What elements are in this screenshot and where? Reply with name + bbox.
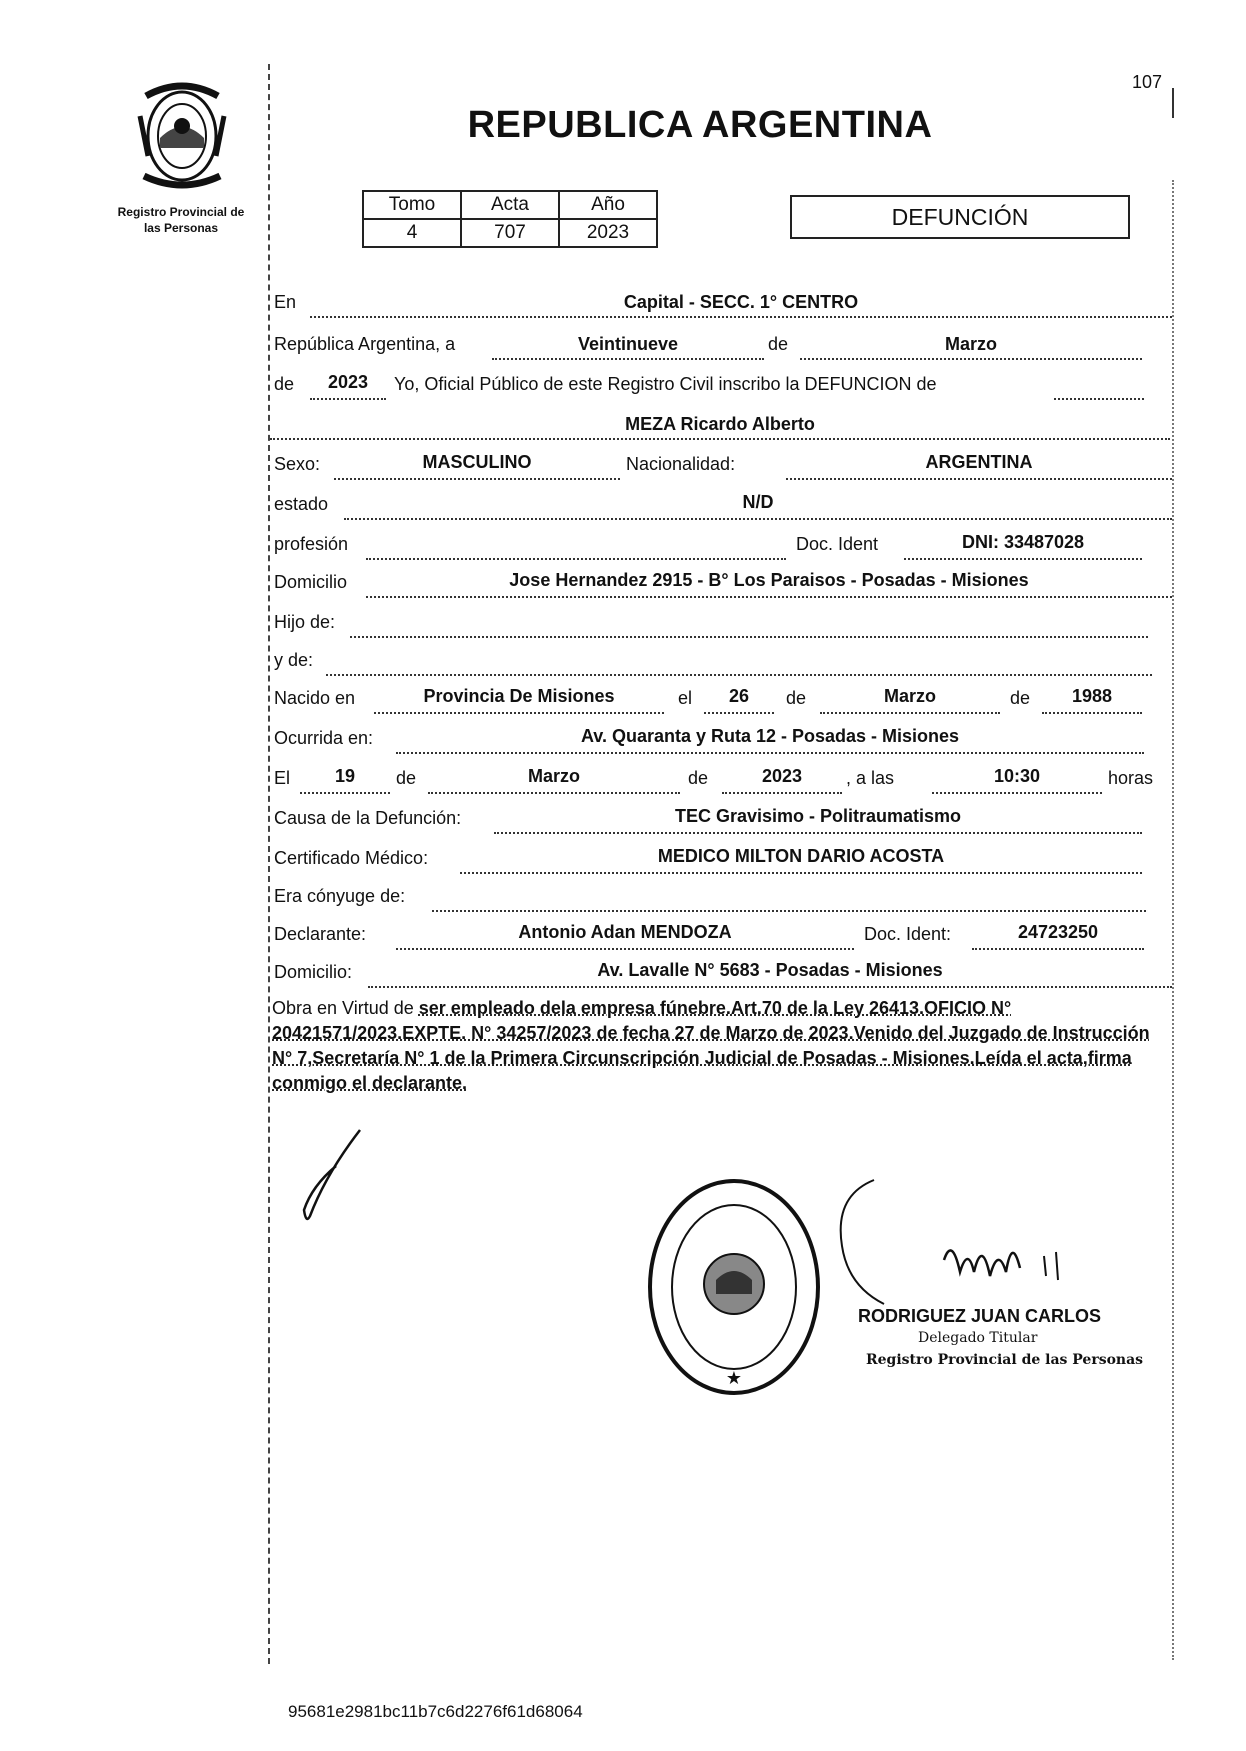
label-en: En [274, 292, 297, 312]
value-certificado: MEDICO MILTON DARIO ACOSTA [657, 846, 945, 866]
label-ocurrida-en: Ocurrida en: [274, 728, 374, 748]
label-estado: estado [274, 494, 329, 514]
label-de: de [274, 374, 295, 394]
dotted-line [396, 752, 1144, 754]
dotted-line [310, 398, 386, 400]
label-el: el [678, 688, 693, 708]
official-signature [834, 1176, 1114, 1326]
dotted-line [786, 478, 1172, 480]
dotted-line [904, 558, 1142, 560]
value-nac-mes: Marzo [883, 686, 936, 706]
obra-text: ser empleado dela empresa fúnebre.Art.70 de la Ley 26413.OFICIO N° 20421571/2023.EXPTE. N° 34257/2023 de fecha 27 de Marzo de 2023.Venido del Juzgado de Instrucción N° 7,Secretaría N° 1 de la Primera Circunscripción Judicial de Posadas - Misiones.Leída el acta,firma conmigo el declarante. [272, 998, 1150, 1093]
value-dia: Veintinueve [577, 334, 679, 354]
value-mes: Marzo [944, 334, 997, 354]
value-def-dia: 19 [334, 766, 356, 786]
value-nac-dia: 26 [728, 686, 750, 706]
dotted-line [820, 712, 1000, 714]
dotted-line [460, 872, 1142, 874]
dotted-line [396, 948, 854, 950]
dotted-line [334, 478, 620, 480]
obra-prefix: Obra en Virtud de [272, 998, 414, 1018]
dotted-line [972, 948, 1144, 950]
registry-name: Registro Provincial de las Personas [117, 205, 245, 235]
value-declarante-doc: 24723250 [1017, 922, 1099, 942]
obra-paragraph [272, 996, 1170, 1096]
label-a-las: , a las [846, 768, 895, 788]
label-el-fecha: El [274, 768, 291, 788]
dotted-line [300, 792, 390, 794]
coat-of-arms-icon [126, 76, 238, 190]
dotted-line [722, 792, 842, 794]
label-doc-ident: Doc. Ident [796, 534, 879, 554]
label-de: de [688, 768, 709, 788]
dotted-line [326, 674, 1152, 676]
dotted-line [492, 358, 764, 360]
record-tomo: 4 [363, 219, 461, 247]
record-header-tomo: Tomo [363, 191, 461, 219]
value-domicilio: Jose Hernandez 2915 - B° Los Paraisos - Posadas - Misiones [509, 570, 1029, 590]
dotted-line [932, 792, 1102, 794]
signatory-role: Delegado Titular [918, 1330, 1038, 1346]
record-anio: 2023 [559, 219, 657, 247]
dotted-line [704, 712, 774, 714]
label-doc-ident-declarante: Doc. Ident: [864, 924, 952, 944]
value-declarante: Antonio Adan MENDOZA [518, 922, 732, 942]
label-profesion: profesión [274, 534, 349, 554]
label-domicilio: Domicilio [274, 572, 348, 592]
label-domicilio-declarante: Domicilio: [274, 962, 353, 982]
value-nacionalidad: ARGENTINA [925, 452, 1033, 472]
value-nac-anio: 1988 [1071, 686, 1113, 706]
dotted-line [350, 636, 1148, 638]
dotted-line [270, 438, 1170, 440]
record-header-acta: Acta [461, 191, 559, 219]
dotted-line [310, 316, 1172, 318]
value-def-anio: 2023 [761, 766, 803, 786]
label-causa: Causa de la Defunción: [274, 808, 462, 828]
dotted-line [432, 910, 1146, 912]
label-sexo: Sexo: [274, 454, 321, 474]
dotted-line [366, 558, 786, 560]
value-ocurrida-en: Av. Quaranta y Ruta 12 - Posadas - Misiones [580, 726, 960, 746]
label-de: de [396, 768, 417, 788]
label-intro: Yo, Oficial Público de este Registro Civil inscribo la DEFUNCION de [394, 374, 937, 394]
record-header-anio: Año [559, 191, 657, 219]
label-nacido-en: Nacido en [274, 688, 356, 708]
label-republica: República Argentina, a [274, 334, 456, 354]
value-nacido-en: Provincia De Misiones [423, 686, 615, 706]
svg-text:★: ★ [725, 1368, 743, 1389]
record-acta: 707 [461, 219, 559, 247]
dotted-line [368, 986, 1172, 988]
label-y-de: y de: [274, 650, 314, 670]
label-declarante: Declarante: [274, 924, 367, 944]
dotted-line [428, 792, 680, 794]
dotted-line [800, 358, 1142, 360]
registry-logo [126, 76, 238, 190]
label-horas: horas [1108, 768, 1154, 788]
label-nacionalidad: Nacionalidad: [626, 454, 736, 474]
official-stamp [646, 1176, 822, 1398]
label-de: de [768, 334, 789, 354]
record-type-box: DEFUNCIÓN [790, 195, 1130, 239]
value-hora: 10:30 [993, 766, 1041, 786]
label-de: de [786, 688, 807, 708]
dotted-line [1054, 398, 1144, 400]
label-conyuge: Era cónyuge de: [274, 886, 406, 906]
value-declarante-dom: Av. Lavalle N° 5683 - Posadas - Misiones [597, 960, 943, 980]
record-table [362, 190, 658, 248]
label-hijo-de: Hijo de: [274, 612, 336, 632]
value-anio: 2023 [327, 372, 369, 392]
value-def-mes: Marzo [527, 766, 580, 786]
dotted-line [344, 518, 1172, 520]
value-dni: DNI: 33487028 [961, 532, 1085, 552]
signatory-office: Registro Provincial de las Personas [866, 1352, 1144, 1368]
document-hash: 95681e2981bc11b7c6d2276f61d68064 [288, 1702, 583, 1721]
value-sexo: MASCULINO [422, 452, 532, 472]
value-nombre: MEZA Ricardo Alberto [625, 414, 815, 434]
right-margin-line [1172, 180, 1174, 1660]
dotted-line [494, 832, 1142, 834]
value-estado: N/D [742, 492, 774, 512]
signatory-name: RODRIGUEZ JUAN CARLOS [858, 1306, 1102, 1326]
dotted-line [374, 712, 664, 714]
margin-mark [1172, 88, 1174, 118]
label-de: de [1010, 688, 1031, 708]
value-lugar: Capital - SECC. 1° CENTRO [623, 292, 859, 312]
page-number: 107 [1132, 72, 1163, 92]
dotted-line [1042, 712, 1142, 714]
page-title: REPUBLICA ARGENTINA [467, 104, 933, 146]
dotted-line [366, 596, 1172, 598]
declarant-signature [296, 1126, 376, 1226]
label-certificado: Certificado Médico: [274, 848, 429, 868]
value-causa: TEC Gravisimo - Politraumatismo [674, 806, 962, 826]
left-margin-line [268, 64, 270, 1664]
